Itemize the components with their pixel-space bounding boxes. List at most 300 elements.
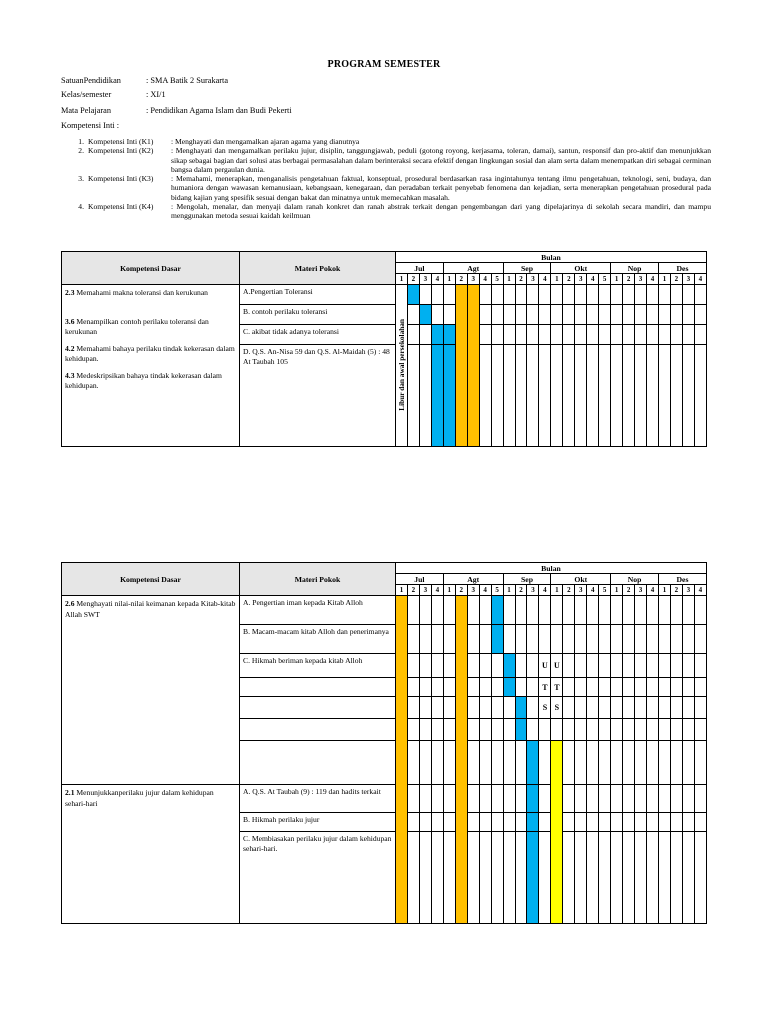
week-cell: [503, 305, 515, 325]
week-header: 1: [551, 274, 563, 285]
week-cell: [658, 785, 670, 813]
week-cell: [407, 305, 419, 325]
header-bulan: Bulan: [396, 563, 707, 574]
week-cell: [587, 596, 599, 625]
week-header: 1: [611, 585, 623, 596]
week-cell: [611, 678, 623, 697]
month-header: Agt: [443, 263, 503, 274]
week-cell: [670, 596, 682, 625]
week-cell: [599, 813, 611, 832]
week-cell: [407, 832, 419, 924]
week-cell: [515, 813, 527, 832]
week-cell: [647, 325, 659, 345]
kd-number: 4.2: [65, 343, 75, 353]
week-cell: [491, 813, 503, 832]
week-header: 1: [503, 274, 515, 285]
week-cell: [658, 719, 670, 741]
week-cell: [563, 305, 575, 325]
info-value: : XI/1: [146, 90, 166, 99]
week-cell: [694, 625, 706, 654]
week-cell: [647, 625, 659, 654]
week-cell: [611, 654, 623, 678]
week-cell: [575, 832, 587, 924]
week-cell: [670, 832, 682, 924]
week-cell: [407, 625, 419, 654]
materi-pokok-cell: C. Membiasakan perilaku jujur dalam kehidupan sehari-hari.: [240, 832, 396, 924]
week-cell: [575, 305, 587, 325]
kd-number: 2.6: [65, 599, 75, 608]
week-cell: [599, 785, 611, 813]
ki-label: Kompetensi Inti (K1): [88, 137, 154, 146]
week-cell: [515, 678, 527, 697]
program-semester-table-1: [61, 251, 707, 447]
week-cell: [491, 697, 503, 719]
week-cell: [479, 654, 491, 678]
ki-text: : Menghayati dan mengamalkan perilaku jujur, disiplin, tanggungjawab, peduli (gotong royong, kerjasama, toleran, damai), santun, responsif dan pro-aktif dan menunjukkan sikap sebagai bagian dari solusi atas berbagai permasalahan dalam berinteraksi secara efektif dengan lingkungan sosial dan alam serta dalam menempatkan diri sebagai cerminan bangsa dalam pergaulan dunia.: [171, 146, 711, 174]
week-cell: [635, 678, 647, 697]
week-header: 2: [407, 274, 419, 285]
week-cell: [551, 596, 563, 625]
kd-text: Menghayati nilai-nilai keimanan kepada Kitab-kitab Allah SWT: [65, 599, 236, 619]
week-cell: [503, 345, 515, 447]
ki-item: [61, 174, 711, 202]
week-cell: [431, 678, 443, 697]
week-cell: [599, 832, 611, 924]
week-cell: [658, 813, 670, 832]
week-cell: [407, 654, 419, 678]
week-cell: [503, 325, 515, 345]
week-cell: [575, 625, 587, 654]
ki-number: 2.: [78, 146, 84, 156]
week-cell: [623, 785, 635, 813]
week-cell: [658, 596, 670, 625]
month-header: Nop: [611, 574, 659, 585]
kd-item: [65, 599, 236, 620]
week-cell: [491, 678, 503, 697]
week-cell: [563, 678, 575, 697]
week-cell: [491, 719, 503, 741]
week-cell: [491, 785, 503, 813]
week-cell: [515, 785, 527, 813]
week-cell: [503, 285, 515, 305]
ki-text: : Menghayati dan mengamalkan ajaran agama yang dianutnya: [171, 137, 360, 146]
week-cell: [491, 741, 503, 785]
week-cell: [563, 325, 575, 345]
week-cell: [587, 654, 599, 678]
week-cell: [563, 596, 575, 625]
week-header: 3: [419, 585, 431, 596]
month-header: Nop: [611, 263, 659, 274]
kd-text: Memahami makna toleransi dan kerukunan: [74, 288, 208, 297]
month-header: Sep: [503, 574, 551, 585]
week-header: 1: [658, 274, 670, 285]
week-cell: [694, 785, 706, 813]
kd-number: 2.1: [65, 788, 75, 797]
week-cell: [635, 741, 647, 785]
week-cell: [658, 345, 670, 447]
page-title: PROGRAM SEMESTER: [327, 59, 441, 70]
week-header: 4: [694, 274, 706, 285]
week-cell-blue: [527, 741, 539, 785]
week-cell: [611, 596, 623, 625]
week-cell: [682, 596, 694, 625]
week-header: 1: [443, 585, 455, 596]
week-cell: [635, 785, 647, 813]
kd-text: Menunjukkanperilaku jujur dalam kehidupan sehari-hari: [65, 788, 214, 808]
week-cell: [587, 813, 599, 832]
week-cell: [587, 305, 599, 325]
week-cell: [694, 285, 706, 305]
week-cell: [407, 741, 419, 785]
week-cell: [647, 285, 659, 305]
week-cell: [479, 785, 491, 813]
week-cell: [575, 785, 587, 813]
week-cell: [419, 345, 431, 447]
week-cell: [623, 305, 635, 325]
week-cell: [611, 832, 623, 924]
week-cell: [515, 596, 527, 625]
week-cell: [491, 654, 503, 678]
week-cell: [599, 596, 611, 625]
week-cell: [443, 625, 455, 654]
materi-pokok-cell: [240, 697, 396, 719]
week-cell: [635, 325, 647, 345]
week-header: 4: [539, 274, 551, 285]
week-cell: [443, 305, 455, 325]
week-cell: [491, 285, 503, 305]
week-cell: [623, 285, 635, 305]
week-cell-blue: [515, 719, 527, 741]
week-cell: [623, 625, 635, 654]
week-header: 4: [539, 585, 551, 596]
week-cell: [587, 285, 599, 305]
materi-pokok-cell: A. Q.S. At Taubah (9) : 119 dan hadits terkait: [240, 785, 396, 813]
week-cell: [587, 625, 599, 654]
week-cell: [419, 625, 431, 654]
week-cell: [479, 285, 491, 305]
week-header: 1: [443, 274, 455, 285]
week-cell: [694, 596, 706, 625]
week-cell: [443, 719, 455, 741]
week-cell: [503, 785, 515, 813]
week-cell: [623, 596, 635, 625]
uts-cell: U: [539, 654, 551, 678]
week-cell: [443, 741, 455, 785]
week-header: 2: [407, 585, 419, 596]
week-cell: [647, 654, 659, 678]
week-cell: [551, 285, 563, 305]
week-cell: [682, 832, 694, 924]
week-cell: [658, 832, 670, 924]
week-cell: [611, 285, 623, 305]
week-cell: [443, 596, 455, 625]
week-header: 1: [551, 585, 563, 596]
week-cell: [670, 325, 682, 345]
week-header: 5: [599, 274, 611, 285]
week-cell: [647, 697, 659, 719]
kd-number: 2.3: [65, 288, 75, 297]
week-cell: [611, 325, 623, 345]
header-materi-pokok: Materi Pokok: [240, 563, 396, 596]
week-cell: [670, 345, 682, 447]
week-header: 4: [479, 274, 491, 285]
ki-label: Kompetensi Inti (K3): [88, 174, 154, 184]
week-cell: [587, 325, 599, 345]
week-cell: [635, 832, 647, 924]
week-cell: [407, 697, 419, 719]
week-cell: [527, 697, 539, 719]
week-cell: [467, 596, 479, 625]
ki-item: [61, 137, 711, 146]
week-cell: [491, 325, 503, 345]
week-header: 1: [503, 585, 515, 596]
week-cell: [647, 785, 659, 813]
week-cell: [694, 678, 706, 697]
week-cell: [658, 654, 670, 678]
week-cell: [527, 625, 539, 654]
week-cell: [575, 654, 587, 678]
week-cell: [467, 785, 479, 813]
kd-number: 3.6: [65, 316, 75, 326]
week-cell: [467, 741, 479, 785]
week-cell: [407, 596, 419, 625]
week-cell: [658, 305, 670, 325]
week-header: 3: [527, 274, 539, 285]
week-cell: [635, 285, 647, 305]
uts-cell: S: [539, 697, 551, 719]
week-cell: [503, 832, 515, 924]
week-cell: [682, 697, 694, 719]
week-cell: [443, 654, 455, 678]
week-cell: [563, 813, 575, 832]
kd-item: [65, 371, 236, 392]
week-header: 4: [431, 274, 443, 285]
week-cell: [682, 719, 694, 741]
week-header: 1: [658, 585, 670, 596]
week-cell: [575, 719, 587, 741]
week-cell: [467, 625, 479, 654]
ki-label: Kompetensi Inti (K2): [88, 146, 154, 156]
week-cell: [575, 813, 587, 832]
week-cell: [467, 678, 479, 697]
week-cell: [670, 719, 682, 741]
month-header: Sep: [503, 263, 551, 274]
week-cell: [491, 305, 503, 325]
week-cell: [419, 697, 431, 719]
week-cell: [491, 345, 503, 447]
week-cell: [670, 625, 682, 654]
week-cell: [599, 654, 611, 678]
week-cell: [515, 285, 527, 305]
week-cell: [503, 625, 515, 654]
week-cell: [587, 678, 599, 697]
week-cell: [611, 741, 623, 785]
week-header: 1: [396, 585, 408, 596]
ki-number: 3.: [78, 174, 84, 184]
week-cell: [682, 654, 694, 678]
materi-pokok-cell: B. Hikmah perilaku jujur: [240, 813, 396, 832]
libur-label: Libur dan awal persekolahan: [396, 318, 406, 411]
week-header: 2: [455, 274, 467, 285]
week-cell: [515, 305, 527, 325]
week-cell: [694, 832, 706, 924]
week-header: 2: [623, 274, 635, 285]
week-cell: [658, 285, 670, 305]
week-header: 3: [635, 274, 647, 285]
week-cell: [431, 719, 443, 741]
week-header: 3: [575, 274, 587, 285]
header-materi-pokok: Materi Pokok: [240, 252, 396, 285]
week-cell: [503, 741, 515, 785]
kompetensi-inti-list: [61, 137, 711, 221]
week-cell: [575, 345, 587, 447]
week-cell: [635, 625, 647, 654]
week-cell: [647, 832, 659, 924]
week-cell: [635, 719, 647, 741]
ki-item: [61, 202, 711, 221]
week-cell: [527, 325, 539, 345]
week-header: 4: [479, 585, 491, 596]
materi-pokok-cell: C. akibat tidak adanya toleransi: [240, 325, 396, 345]
week-header: 4: [587, 274, 599, 285]
week-cell: [563, 719, 575, 741]
week-cell: [539, 325, 551, 345]
week-cell: [527, 719, 539, 741]
kompetensi-dasar-cell: [62, 596, 240, 785]
week-cell: [503, 813, 515, 832]
week-cell: [431, 625, 443, 654]
week-cell: [587, 832, 599, 924]
week-cell: [670, 678, 682, 697]
week-cell: [587, 741, 599, 785]
week-cell: [623, 697, 635, 719]
week-cell: [527, 345, 539, 447]
week-cell: [599, 697, 611, 719]
week-cell-blue: [491, 596, 503, 625]
libur-cell: [396, 285, 408, 447]
week-cell: [599, 741, 611, 785]
week-header: 4: [647, 274, 659, 285]
week-cell: [419, 785, 431, 813]
week-cell: [647, 719, 659, 741]
week-cell: [527, 285, 539, 305]
week-cell: [419, 741, 431, 785]
week-cell: [479, 832, 491, 924]
week-cell: [658, 741, 670, 785]
week-cell: [694, 654, 706, 678]
week-cell-blue: [443, 345, 455, 447]
week-cell: [694, 325, 706, 345]
month-header: Jul: [396, 263, 444, 274]
week-cell: [443, 832, 455, 924]
week-cell: [431, 785, 443, 813]
week-cell: [527, 596, 539, 625]
week-cell: [407, 719, 419, 741]
uts-cell: T: [551, 678, 563, 697]
week-cell: [407, 345, 419, 447]
ki-text: : Mengolah, menalar, dan menyaji dalam ranah konkret dan ranah abstrak terkait dengan pengembangan dari yang dipelajarinya di sekolah secara mandiri, dan mampu menggunakan metoda sesuai kaidah keilmuan: [171, 202, 711, 221]
week-cell: [515, 325, 527, 345]
week-cell: [611, 305, 623, 325]
week-cell: [658, 325, 670, 345]
week-cell: [539, 719, 551, 741]
week-cell: [682, 741, 694, 785]
week-cell: [611, 785, 623, 813]
week-cell: [670, 785, 682, 813]
week-header: 1: [611, 274, 623, 285]
week-cell: [515, 625, 527, 654]
week-cell: [431, 596, 443, 625]
week-cell: [694, 813, 706, 832]
week-cell: [611, 813, 623, 832]
week-cell: [443, 285, 455, 305]
week-cell-blue: [491, 625, 503, 654]
week-cell: [431, 654, 443, 678]
week-cell: [587, 697, 599, 719]
week-cell: [539, 625, 551, 654]
week-cell-orange: [455, 596, 467, 924]
week-cell: [431, 741, 443, 785]
materi-pokok-cell: C. Hikmah beriman kepada kitab Alloh: [240, 654, 396, 678]
ki-label: Kompetensi Inti (K4): [88, 202, 154, 212]
week-cell: [694, 305, 706, 325]
week-cell: [479, 813, 491, 832]
week-cell: [682, 325, 694, 345]
week-header: 3: [467, 274, 479, 285]
week-cell: [515, 654, 527, 678]
week-cell: [694, 741, 706, 785]
kompetensi-dasar-cell: [62, 285, 240, 447]
week-cell-blue: [431, 325, 443, 345]
week-cell: [407, 813, 419, 832]
week-cell: [443, 813, 455, 832]
week-cell: [682, 625, 694, 654]
week-header: 2: [563, 274, 575, 285]
week-cell: [623, 678, 635, 697]
week-header: 5: [491, 585, 503, 596]
week-cell: [407, 325, 419, 345]
week-cell: [682, 785, 694, 813]
week-cell: [611, 625, 623, 654]
kd-text: Medeskripsikan bahaya tindak kekerasan dalam kehidupan.: [65, 370, 222, 390]
week-cell: [479, 625, 491, 654]
week-cell: [443, 785, 455, 813]
week-cell: [623, 654, 635, 678]
week-cell: [563, 697, 575, 719]
week-cell-blue: [503, 678, 515, 697]
week-cell: [419, 654, 431, 678]
week-cell: [539, 813, 551, 832]
week-cell: [419, 832, 431, 924]
week-cell: [694, 697, 706, 719]
week-cell-blue: [515, 697, 527, 719]
week-cell: [635, 596, 647, 625]
materi-pokok-cell: B. contoh perilaku toleransi: [240, 305, 396, 325]
week-cell: [670, 741, 682, 785]
week-header: 2: [670, 274, 682, 285]
month-header: Des: [658, 263, 706, 274]
week-header: 4: [647, 585, 659, 596]
week-cell: [575, 741, 587, 785]
week-cell: [635, 697, 647, 719]
week-cell: [575, 285, 587, 305]
week-header: 2: [670, 585, 682, 596]
week-cell: [611, 697, 623, 719]
week-header: 2: [563, 585, 575, 596]
week-cell: [599, 305, 611, 325]
week-cell: [563, 832, 575, 924]
week-cell: [419, 596, 431, 625]
